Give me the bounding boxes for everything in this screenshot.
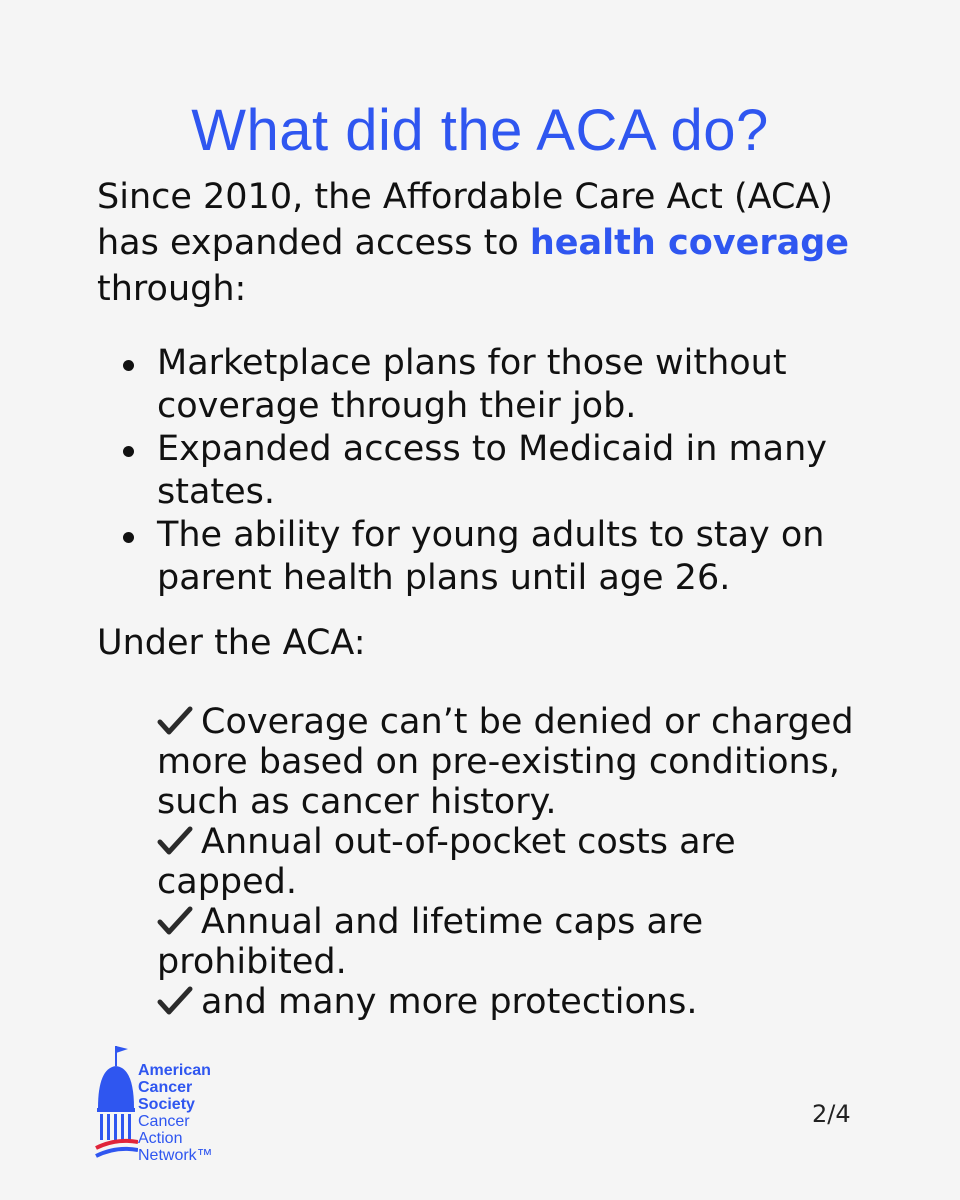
list-item: and many more protections. [157,982,877,1022]
list-item: Annual out-of-pocket costs are capped. [157,822,736,902]
checkmark-icon [157,706,193,736]
page-indicator: 2/4 [812,1100,851,1128]
intro-line-3: through: [97,269,247,309]
checkmark-icon [157,906,193,936]
intro-line-2: has expanded access to [97,223,530,263]
list-item: The ability for young adults to stay on parent health plans until age 26. [157,514,877,600]
protections-list [157,702,877,1022]
under-aca-label: Under the ACA: [97,623,366,663]
bullet-icon [123,360,134,371]
page-title: What did the ACA do? [191,98,769,163]
list-item: Expanded access to Medicaid in many states. [157,428,877,514]
bullet-icon [123,446,134,457]
logo-wordmark: American Cancer Society Cancer Action Network™ [138,1062,213,1164]
list-item: Coverage can’t be denied or charged more based on pre-existing conditions, such as cancer history. [157,702,854,822]
intro-line-1: Since 2010, the Affordable Care Act (ACA) [97,177,834,217]
list-item: Marketplace plans for those without coverage through their job. [157,342,877,428]
acs-can-logo [94,1044,294,1164]
intro-paragraph [97,174,877,312]
list-item: Annual and lifetime caps are prohibited. [157,902,704,982]
checkmark-icon [157,986,193,1016]
capitol-flag-icon [94,1044,138,1164]
checkmark-icon [157,826,193,856]
health-coverage-highlight: health coverage [529,223,850,263]
bullet-icon [123,532,134,543]
benefits-list [157,342,877,600]
